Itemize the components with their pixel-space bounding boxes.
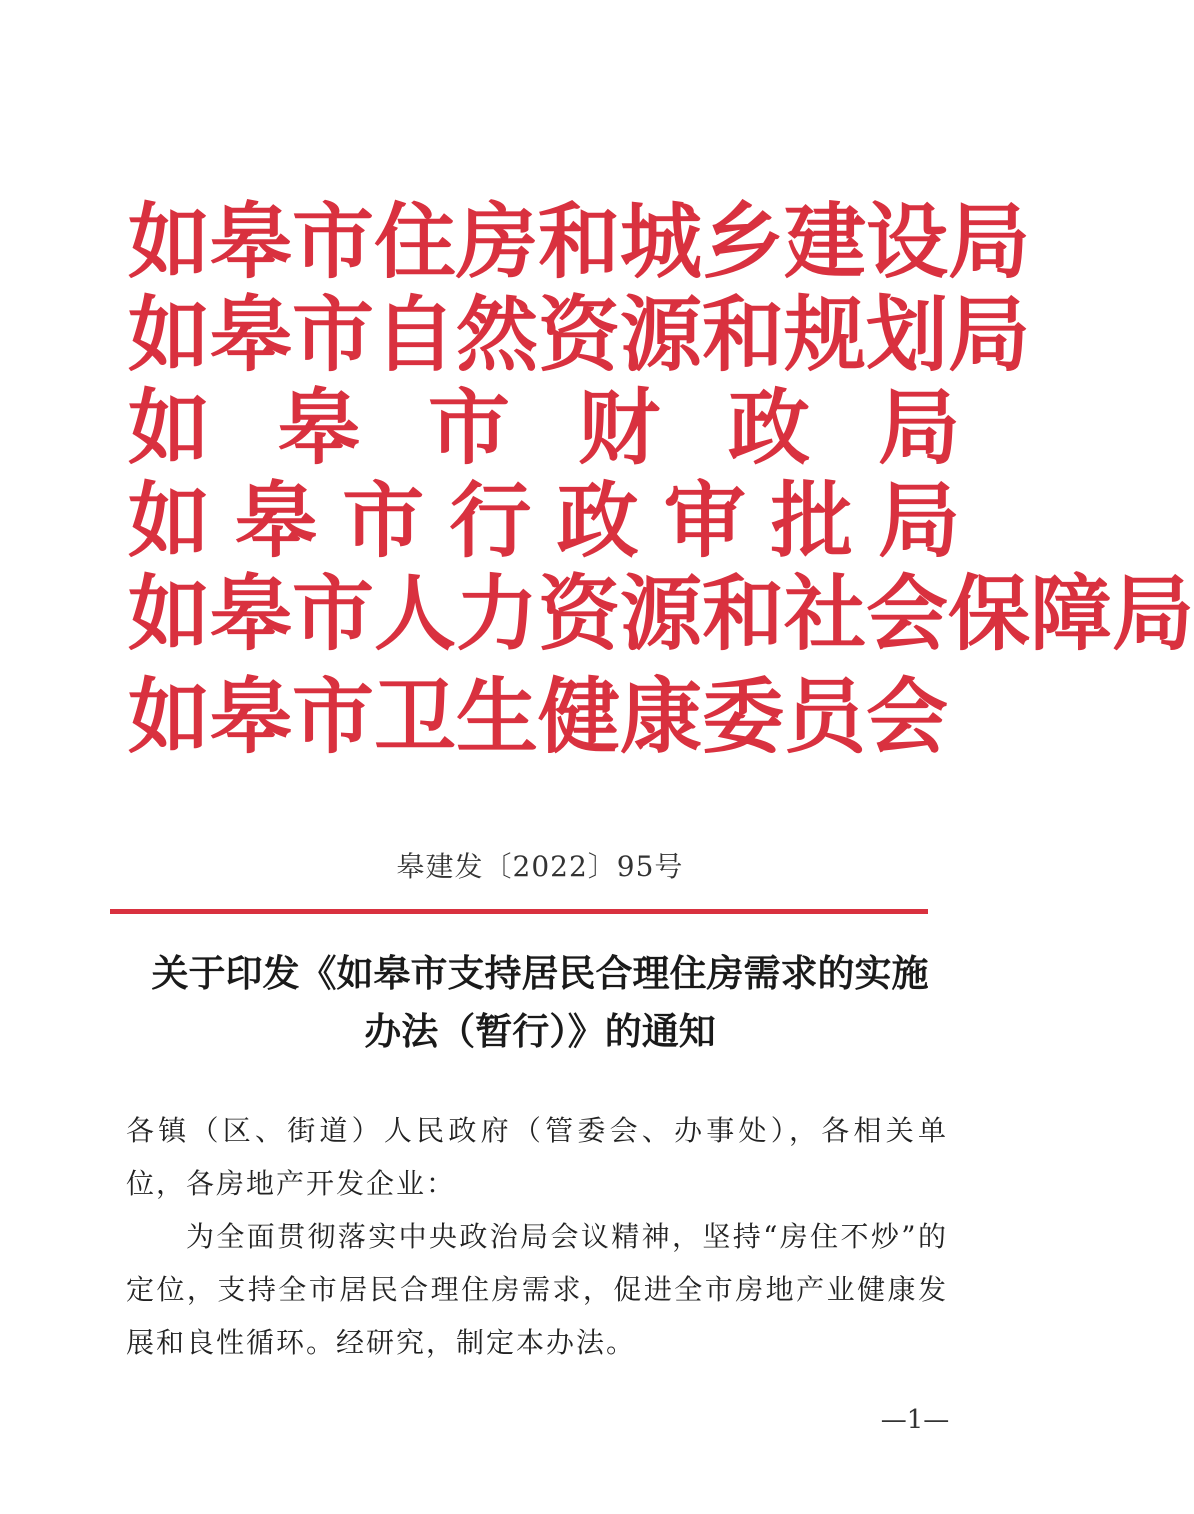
body-paragraph: 为全面贯彻落实中央政治局会议精神，坚持“房住不炒”的定位，支持全市居民合理住房需求，促进全市房地产业健康发展和良性循环。经研究，制定本办法。: [126, 1220, 948, 1359]
issuer-administrative-approval-bureau: 如皋市行政审批局: [128, 473, 960, 569]
red-divider-line: [110, 909, 928, 914]
document-title-line-2: 办法（暂行）》的通知: [364, 1009, 716, 1053]
page-number: —1—: [880, 1405, 950, 1435]
document-body: [126, 1104, 948, 1369]
issuer-human-resources-bureau: 如皋市人力资源和社会保障局: [128, 566, 1194, 662]
issuer-header: [128, 194, 1194, 765]
issuer-housing-bureau: 如皋市住房和城乡建设局: [128, 194, 1031, 290]
document-title-line-1: 关于印发《如皋市支持居民合理住房需求的实施: [151, 951, 929, 995]
salutation: 各镇（区、街道）人民政府（管委会、办事处），各相关单位，各房地产开发企业：: [126, 1114, 948, 1200]
document-title: [110, 944, 970, 1060]
issuer-natural-resources-bureau: 如皋市自然资源和规划局: [128, 287, 1031, 383]
issuer-health-commission: 如皋市卫生健康委员会: [128, 669, 949, 765]
issuer-finance-bureau: 如皋市财政局: [128, 380, 960, 476]
document-number: 皋建发〔2022〕95号: [396, 850, 684, 883]
